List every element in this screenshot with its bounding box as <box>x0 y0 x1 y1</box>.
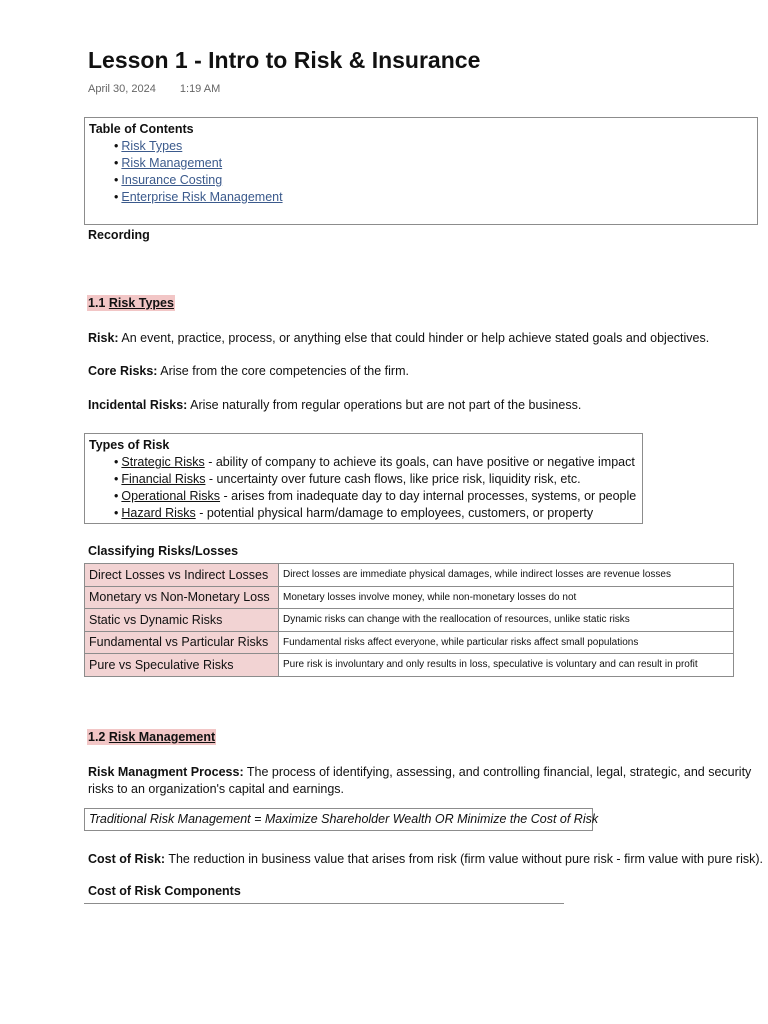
definition-text: Arise naturally from regular operations but are not part of the business. <box>187 398 582 412</box>
bullet-icon: • <box>114 156 119 170</box>
table-row <box>85 654 734 677</box>
section-number: 1.2 <box>88 730 106 744</box>
definition-text: An event, practice, process, or anything else that could hinder or help achieve stated goals and objectives. <box>118 331 710 345</box>
table-of-contents <box>84 117 758 225</box>
term: Risk Managment Process: <box>88 765 244 779</box>
page-title: Lesson 1 - Intro to Risk & Insurance <box>88 47 481 73</box>
definition-text: The reduction in business value that arises from risk (firm value without pure risk - firm value with pure risk). <box>165 852 763 866</box>
list-item <box>85 454 642 471</box>
bullet-icon: • <box>114 506 119 520</box>
types-heading: Types of Risk <box>89 438 170 452</box>
toc-link-risk-management[interactable]: Risk Management <box>121 156 223 170</box>
risk-type-term: Financial Risks <box>121 472 206 486</box>
list-item <box>85 488 642 505</box>
bullet-icon: • <box>114 472 119 486</box>
table-cell-key: Direct Losses vs Indirect Losses <box>85 564 279 587</box>
section-title: Risk Management <box>108 730 216 744</box>
table-cell-value: Direct losses are immediate physical damages, while indirect losses are revenue losses <box>279 564 734 587</box>
types-of-risk-box <box>84 433 643 524</box>
toc-link-risk-types[interactable]: Risk Types <box>121 139 183 153</box>
page-date: April 30, 2024 <box>88 83 156 95</box>
table-cell-key: Static vs Dynamic Risks <box>85 609 279 632</box>
table-row <box>85 609 734 632</box>
risk-type-text: - ability of company to achieve its goals, can have positive or negative impact <box>204 455 635 469</box>
toc-link-insurance-costing[interactable]: Insurance Costing <box>121 173 223 187</box>
bullet-icon: • <box>114 455 119 469</box>
table-cell-value: Monetary losses involve money, while non-monetary losses do not <box>279 586 734 609</box>
table-row <box>85 564 734 587</box>
term: Core Risks: <box>88 364 158 378</box>
toc-item <box>85 172 757 189</box>
term: Risk: <box>88 331 119 345</box>
toc-item <box>85 155 757 172</box>
definition-text: The process of identifying, assessing, and controlling financial, legal, strategic, and security risks to an organization's capital and earnings. <box>88 765 752 796</box>
table-top-border <box>84 903 564 904</box>
toc-heading: Table of Contents <box>89 122 194 136</box>
table-cell-key: Monetary vs Non-Monetary Loss <box>85 586 279 609</box>
table-cell-value: Fundamental risks affect everyone, while particular risks affect small populations <box>279 631 734 654</box>
bullet-icon: • <box>114 139 119 153</box>
term: Incidental Risks: <box>88 398 188 412</box>
table-cell-value: Pure risk is involuntary and only results in loss, speculative is voluntary and can result in profit <box>279 654 734 677</box>
definition-incidental-risks <box>88 397 748 414</box>
section-number: 1.1 <box>88 296 106 310</box>
risk-type-text: - uncertainty over future cash flows, like price risk, liquidity risk, etc. <box>205 472 581 486</box>
list-item <box>85 471 642 488</box>
bullet-icon: • <box>114 173 119 187</box>
bullet-icon: • <box>114 489 119 503</box>
risk-type-term: Strategic Risks <box>121 455 205 469</box>
definition-core-risks <box>88 363 748 380</box>
definition-risk <box>88 330 748 347</box>
page-meta <box>88 83 220 95</box>
table-row <box>85 586 734 609</box>
term: Cost of Risk: <box>88 852 166 866</box>
recording-label: Recording <box>88 228 150 242</box>
risk-type-term: Hazard Risks <box>121 506 196 520</box>
table-cell-key: Pure vs Speculative Risks <box>85 654 279 677</box>
classifying-heading: Classifying Risks/Losses <box>88 544 239 558</box>
toc-link-enterprise-risk-management[interactable]: Enterprise Risk Management <box>121 190 283 204</box>
list-item <box>85 505 642 522</box>
definition-text: Arise from the core competencies of the firm. <box>157 364 409 378</box>
definition-risk-management-process <box>88 764 752 798</box>
toc-item <box>85 189 757 206</box>
definition-cost-of-risk <box>88 851 763 868</box>
section-heading-risk-management <box>87 729 216 745</box>
risk-type-term: Operational Risks <box>121 489 221 503</box>
toc-item <box>85 138 757 155</box>
bullet-icon: • <box>114 190 119 204</box>
risk-type-text: - arises from inadequate day to day internal processes, systems, or people <box>220 489 637 503</box>
cost-components-heading: Cost of Risk Components <box>88 884 241 898</box>
formula-box: Traditional Risk Management = Maximize Shareholder Wealth OR Minimize the Cost of Risk <box>84 808 593 831</box>
section-heading-risk-types <box>87 295 175 311</box>
table-cell-value: Dynamic risks can change with the reallocation of resources, unlike static risks <box>279 609 734 632</box>
section-title: Risk Types <box>108 296 174 310</box>
table-cell-key: Fundamental vs Particular Risks <box>85 631 279 654</box>
page-time: 1:19 AM <box>179 83 221 95</box>
classifying-table <box>84 563 734 677</box>
table-row <box>85 631 734 654</box>
risk-type-text: - potential physical harm/damage to employees, customers, or property <box>195 506 594 520</box>
